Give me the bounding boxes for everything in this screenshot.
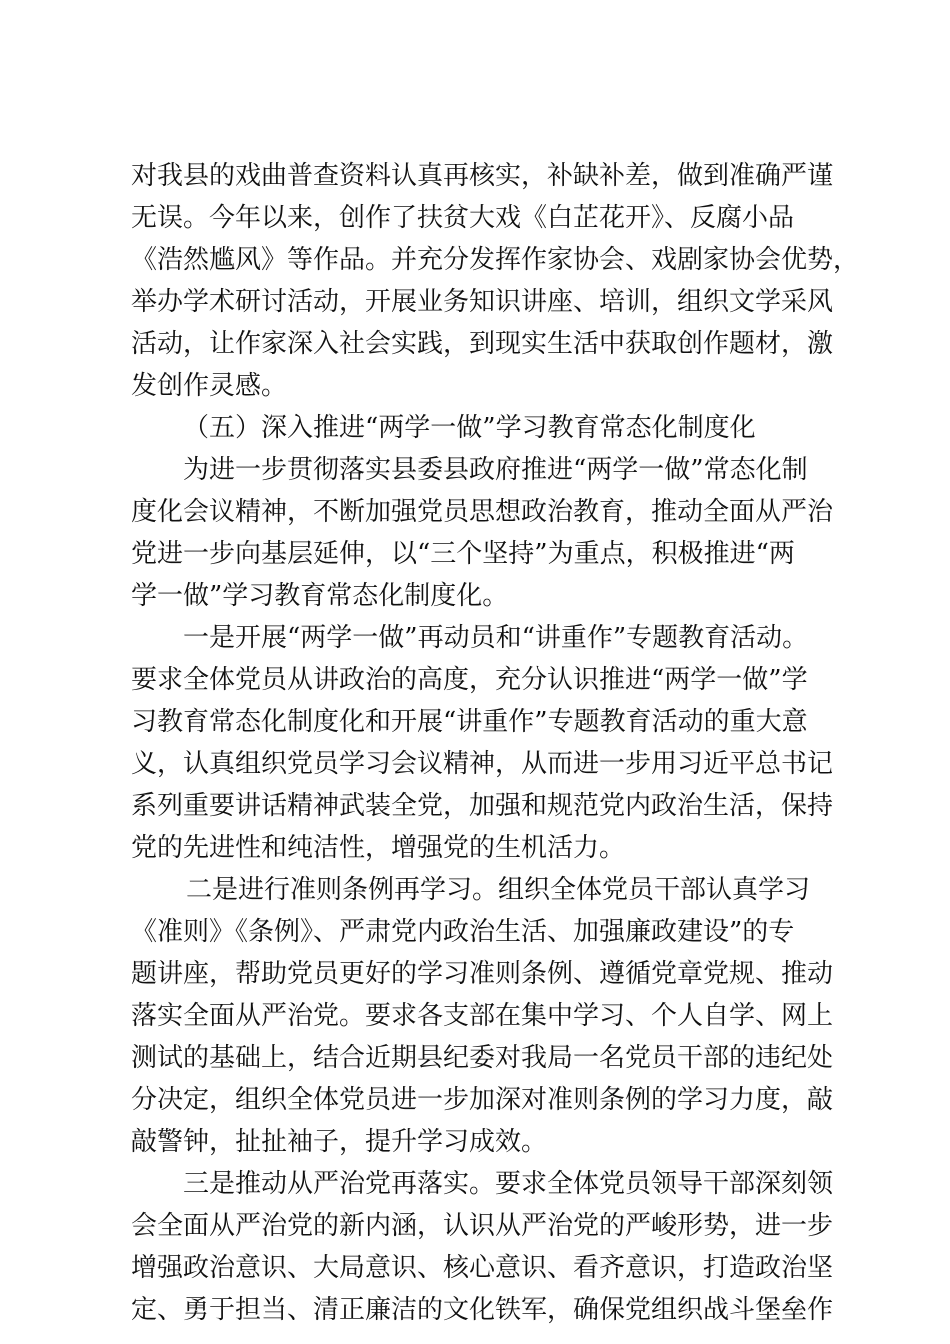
text-line: 三是推动从严治党再落实。要求全体党员领导干部深刻领 — [183, 1169, 834, 1199]
text-line: 习教育常态化制度化和开展“讲重作”专题教育活动的重大意 — [131, 707, 808, 737]
text-line: 定、勇于担当、清正廉洁的文化铁军，确保党组织战斗堡垒作 — [131, 1295, 834, 1325]
text-line: 对我县的戏曲普查资料认真再核实，补缺补差，做到准确严谨 — [131, 161, 834, 191]
text-line: 《浩然尴风》等作品。并充分发挥作家协会、戏剧家协会优势， — [131, 245, 860, 275]
text-line: 测试的基础上，结合近期县纪委对我局一名党员干部的违纪处 — [131, 1043, 834, 1073]
text-line: 义，认真组织党员学习会议精神，从而进一步用习近平总书记 — [131, 749, 834, 779]
text-line: 无误。今年以来，创作了扶贫大戏《白芷花开》、反腐小品 — [131, 203, 795, 233]
text-line: 发创作灵感。 — [131, 371, 288, 401]
text-line: 要求全体党员从讲政治的高度，充分认识推进“两学一做”学 — [131, 665, 808, 695]
section-heading: （五）深入推进“两学一做”学习教育常态化制度化 — [183, 413, 756, 443]
text-line: 系列重要讲话精神武装全党，加强和规范党内政治生活，保持 — [131, 791, 834, 821]
text-line: 为进一步贯彻落实县委县政府推进“两学一做”常态化制 — [183, 455, 808, 485]
text-line: 落实全面从严治党。要求各支部在集中学习、个人自学、网上 — [131, 1001, 834, 1031]
text-line: 增强政治意识、大局意识、核心意识、看齐意识，打造政治坚 — [131, 1253, 834, 1283]
text-line: 分决定，组织全体党员进一步加深对准则条例的学习力度，敲 — [131, 1085, 834, 1115]
text-line: 题讲座，帮助党员更好的学习准则条例、遵循党章党规、推动 — [131, 959, 834, 989]
text-line: 会全面从严治党的新内涵，认识从严治党的严峻形势，进一步 — [131, 1211, 834, 1241]
text-line: 一是开展“两学一做”再动员和“讲重作”专题教育活动。 — [183, 623, 809, 653]
text-line: 度化会议精神，不断加强党员思想政治教育，推动全面从严治 — [131, 497, 834, 527]
text-line: 敲警钟，扯扯袖子，提升学习成效。 — [131, 1127, 548, 1157]
text-line: 活动，让作家深入社会实践，到现实生活中获取创作题材，激 — [131, 329, 834, 359]
text-line: 举办学术研讨活动，开展业务知识讲座、培训，组织文学采风 — [131, 287, 834, 317]
text-line: 《准则》《条例》、严肃党内政治生活、加强廉政建设”的专 — [131, 917, 795, 947]
text-line: 二是进行准则条例再学习。组织全体党员干部认真学习 — [186, 875, 811, 905]
text-line: 党的先进性和纯洁性，增强党的生机活力。 — [131, 833, 626, 863]
text-line: 党进一步向基层延伸，以“三个坚持”为重点，积极推进“两 — [131, 539, 795, 569]
text-line: 学一做”学习教育常态化制度化。 — [131, 581, 509, 611]
